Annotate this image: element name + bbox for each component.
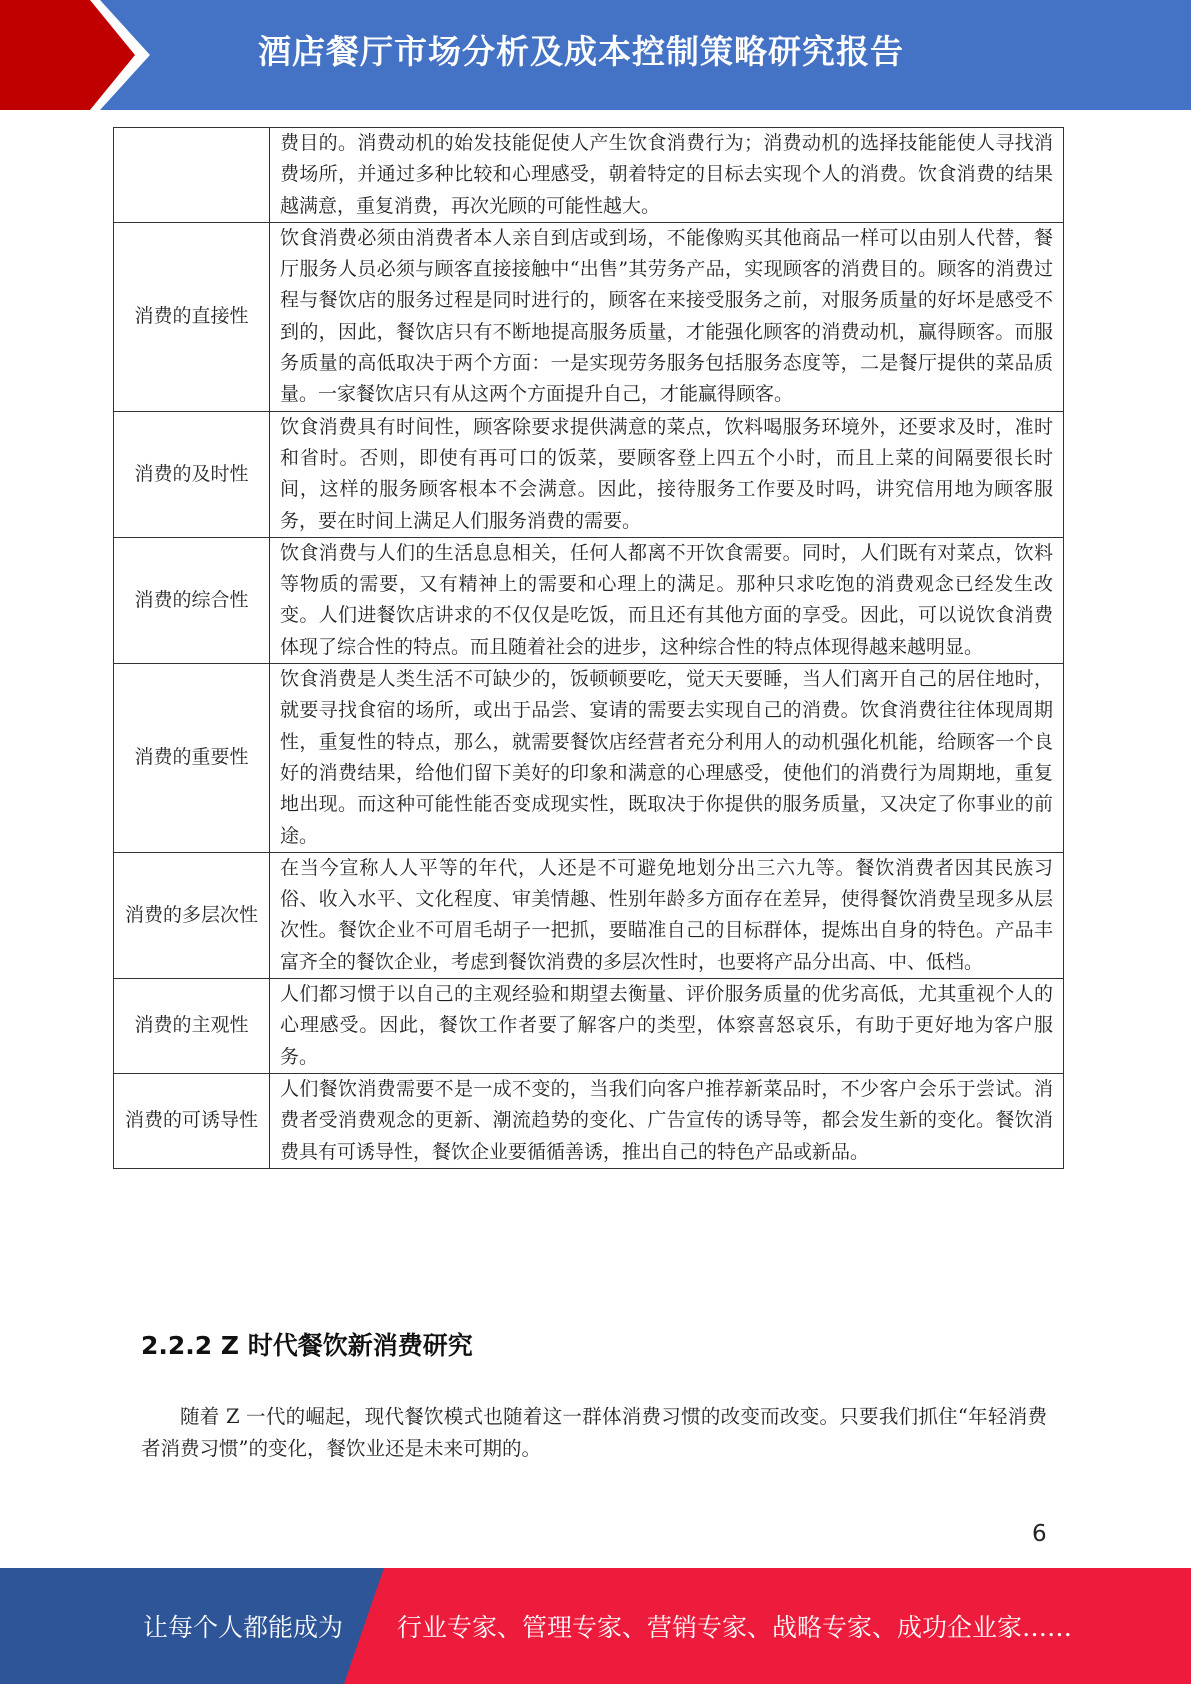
trait-description-cell: 饮食消费是人类生活不可缺少的，饭顿顿要吃，觉天天要睡，当人们离开自己的居住地时，就要寻找食宿的场所，或出于品尝、宴请的需要去实现自己的消费。饮食消费往往体现周期性，重复性的特点，那么，就需要餐饮店经营者充分利用人的动机强化机能，给顾客一个良好的消费结果，给他们留下美好的印象和满意的心理感受，使他们的消费行为周期地，重复地出现。而这种可能性能否变成现实性，既取决于你提供的服务质量，又决定了你事业的前途。 xyxy=(270,664,1064,853)
section-paragraph: 随着 Z 一代的崛起，现代餐饮模式也随着这一群体消费习惯的改变而改变。只要我们抓住“年轻消费者消费习惯”的变化，餐饮业还是未来可期的。 xyxy=(141,1405,1047,1460)
header-chevron-decoration xyxy=(0,0,160,110)
trait-description-cell: 在当今宣称人人平等的年代，人还是不可避免地划分出三六九等。餐饮消费者因其民族习俗、收入水平、文化程度、审美情趣、性别年龄多方面存在差异，使得餐饮消费呈现多从层次性。餐饮企业不可眉毛胡子一把抓，要瞄准自己的目标群体，提炼出自身的特色。产品丰富齐全的餐饮企业，考虑到餐饮消费的多层次性时，也要将产品分出高、中、低档。 xyxy=(270,852,1064,978)
trait-description-cell: 费目的。消费动机的始发技能促使人产生饮食消费行为；消费动机的选择技能能使人寻找消费场所，并通过多种比较和心理感受，朝着特定的目标去实现个人的消费。饮食消费的结果越满意，重复消费，再次光顾的可能性越大。 xyxy=(270,128,1064,223)
trait-name-cell: 消费的多层次性 xyxy=(114,852,270,978)
trait-name-cell: 消费的主观性 xyxy=(114,979,270,1074)
trait-name-cell: 消费的重要性 xyxy=(114,664,270,853)
page-header xyxy=(0,0,1191,110)
table-row xyxy=(114,1073,1064,1168)
table-row xyxy=(114,852,1064,978)
consumption-traits-table xyxy=(113,127,1064,1169)
table-row xyxy=(114,128,1064,223)
consumption-traits-table-container xyxy=(113,127,1064,1169)
table-row xyxy=(114,979,1064,1074)
trait-description-cell: 饮食消费具有时间性，顾客除要求提供满意的菜点，饮料喝服务环境外，还要求及时，准时和省时。否则，即使有再可口的饭菜，要顾客登上四五个小时，而且上菜的间隔要很长时间，这样的服务顾客根本不会满意。因此，接待服务工作要及时吗，讲究信用地为顾客服务，要在时间上满足人们服务消费的需要。 xyxy=(270,411,1064,537)
section-heading: 2.2.2 Z 时代餐饮新消费研究 xyxy=(141,1331,473,1360)
footer-slogan-right: 行业专家、管理专家、营销专家、战略专家、成功企业家…… xyxy=(397,1613,1073,1642)
trait-name-cell: 消费的及时性 xyxy=(114,411,270,537)
trait-description-cell: 饮食消费必须由消费者本人亲自到店或到场，不能像购买其他商品一样可以由别人代替，餐厅服务人员必须与顾客直接接触中“出售”其劳务产品，实现顾客的消费目的。顾客的消费过程与餐饮店的服务过程是同时进行的，顾客在来接受服务之前，对服务质量的好坏是感受不到的，因此，餐饮店只有不断地提高服务质量，才能强化顾客的消费动机，赢得顾客。而服务质量的高低取决于两个方面：一是实现劳务服务包括服务态度等，二是餐厅提供的菜品质量。一家餐饮店只有从这两个方面提升自己，才能赢得顾客。 xyxy=(270,222,1064,411)
table-row xyxy=(114,411,1064,537)
trait-description-cell: 人们餐饮消费需要不是一成不变的，当我们向客户推荐新菜品时，不少客户会乐于尝试。消费者受消费观念的更新、潮流趋势的变化、广告宣传的诱导等，都会发生新的变化。餐饮消费具有可诱导性，餐饮企业要循循善诱，推出自己的特色产品或新品。 xyxy=(270,1073,1064,1168)
table-row xyxy=(114,664,1064,853)
trait-description-cell: 人们都习惯于以自己的主观经验和期望去衡量、评价服务质量的优劣高低，尤其重视个人的心理感受。因此，餐饮工作者要了解客户的类型，体察喜怒哀乐，有助于更好地为客户服务。 xyxy=(270,979,1064,1074)
page-footer xyxy=(0,1568,1191,1684)
trait-name-cell: 消费的可诱导性 xyxy=(114,1073,270,1168)
report-title: 酒店餐厅市场分析及成本控制策略研究报告 xyxy=(258,32,904,71)
table-row xyxy=(114,537,1064,663)
page-number: 6 xyxy=(1032,1521,1047,1547)
trait-name-cell: 消费的直接性 xyxy=(114,222,270,411)
trait-name-cell: 消费的综合性 xyxy=(114,537,270,663)
trait-name-cell xyxy=(114,128,270,223)
footer-slogan-left: 让每个人都能成为 xyxy=(143,1613,344,1642)
trait-description-cell: 饮食消费与人们的生活息息相关，任何人都离不开饮食需要。同时，人们既有对菜点，饮料等物质的需要，又有精神上的需要和心理上的满足。那种只求吃饱的消费观念已经发生改变。人们进餐饮店讲求的不仅仅是吃饭，而且还有其他方面的享受。因此，可以说饮食消费体现了综合性的特点。而且随着社会的进步，这种综合性的特点体现得越来越明显。 xyxy=(270,537,1064,663)
table-row xyxy=(114,222,1064,411)
